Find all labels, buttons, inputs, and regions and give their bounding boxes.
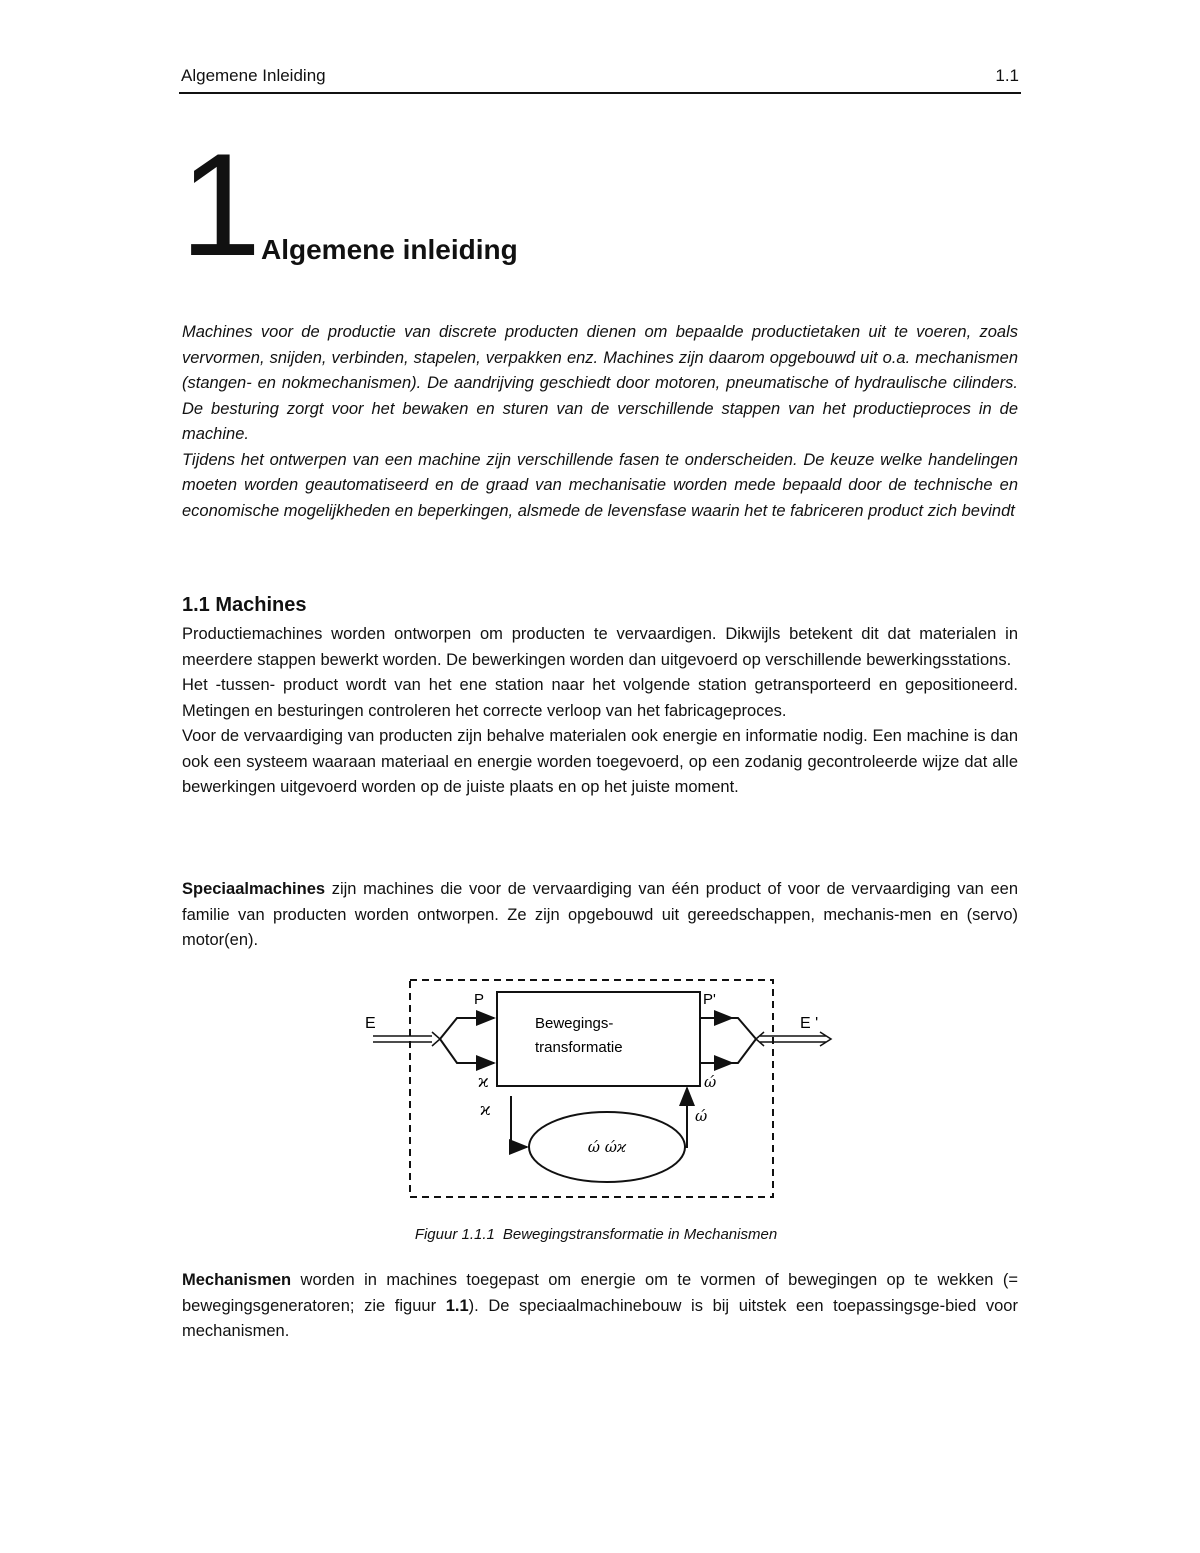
section-title: 1.1 Machines: [182, 594, 307, 616]
feedback-left-symbol: ϰ: [480, 1100, 491, 1120]
header-rule: [179, 92, 1021, 94]
input-branch-bottom: [440, 1039, 494, 1063]
figure-reference: 1.1: [445, 1296, 469, 1315]
motion-transformation-diagram: [360, 975, 840, 1205]
chapter-number: 1: [180, 123, 258, 286]
figure-caption-text: Bewegingstransformatie in Mechanismen: [502, 1226, 778, 1243]
transformation-label-line2: transformatie: [535, 1039, 623, 1056]
body-paragraph-3: Voor de vervaardiging van producten zijn behalve materialen ook energie en informatie nodig. Een machine is dan ook een systeem waaraan materiaal en energie worden toegevoerd, op een zodanig gecontroleerde wijze dat alle bewerkingen uitgevoerd worden op de juiste plaats en op het juiste moment.: [182, 727, 1018, 796]
figure-caption-label: Figuur 1.1.1: [414, 1226, 495, 1243]
figure-caption: [0, 1226, 1200, 1243]
energy-input-label: E: [365, 1015, 376, 1032]
power-output-label: P': [703, 991, 716, 1008]
input-branch-top: [440, 1018, 494, 1039]
output-motion-symbol: ώ: [704, 1073, 717, 1091]
body-paragraph-2: Het -tussen- product wordt van het ene station naar het volgende station getransporteerd en gepositioneerd. Metingen en besturingen controleren het correcte verloop van het fabricageproces.: [182, 676, 1018, 720]
special-machines-paragraph: [182, 877, 1018, 954]
mechanisms-text-b: ). De speciaalmachinebouw is bij uitstek een toepassingsge-bied voor mechanismen.: [182, 1296, 1018, 1340]
feedback-right-symbol: ώ: [695, 1107, 708, 1125]
feedback-line-left: [511, 1096, 527, 1147]
output-branch-top: [700, 1018, 756, 1039]
power-input-label: P: [474, 991, 485, 1008]
running-header-title: Algemene Inleiding: [181, 66, 326, 85]
energy-output-arrowhead: [820, 1032, 831, 1046]
input-motion-symbol: ϰ: [478, 1072, 489, 1092]
chapter-title: Algemene inleiding: [261, 234, 518, 265]
mechanisms-paragraph: [182, 1268, 1018, 1345]
mechanisms-term: Mechanismen: [182, 1271, 292, 1289]
running-header-page-number: 1.1: [995, 66, 1019, 85]
body-paragraph-1: Productiemachines worden ontworpen om producten te vervaardigen. Dikwijls betekent dit dat materialen in meerdere stappen bewerkt worden. De bewerkingen worden dan uitgevoerd op verschillende bewerkingsstations.: [182, 625, 1018, 669]
chapter-introduction: [182, 320, 1018, 524]
output-merger: [756, 1032, 764, 1046]
special-machines-term: Speciaalmachines: [182, 880, 326, 898]
mechanisms-text-a: worden in machines toegepast om energie om te vormen of bewegingen op te wekken (= bewegingsgeneratoren; zie figuur: [182, 1271, 1018, 1315]
energy-output-label: E ': [800, 1015, 819, 1032]
intro-paragraph-2: Tijdens het ontwerpen van een machine zijn verschillende fasen te onderscheiden. De keuze welke handelingen moeten worden geautomatiseerd en de graad van mechanisatie worden mede bepaald door de technische en economische mogelijkheden en beperkingen, alsmede de levensfase waarin het te fabriceren product zich bevindt: [182, 450, 1018, 520]
feedback-line-right: [685, 1088, 687, 1147]
intro-paragraph-1: Machines voor de productie van discrete producten dienen om bepaalde productietaken uit te voeren, zoals vervormen, snijden, verbinden, stapelen, verpakken enz. Machines zijn daarom opgebouwd uit o.a. mechanismen (stangen- en nokmechanismen). De aandrijving geschiedt door motoren, pneumatische of hydraulische cilinders. De besturing zorgt voor het bewaken en sturen van de verschillende stappen van het productieproces in de machine.: [182, 323, 1018, 443]
output-branch-bottom: [700, 1039, 756, 1063]
transformation-label-line1: Bewegings-: [535, 1015, 614, 1032]
ellipse-symbols: ώ ώϰ: [587, 1138, 627, 1156]
section-body: [182, 622, 1018, 801]
input-splitter: [432, 1032, 440, 1046]
special-machines-text: zijn machines die voor de vervaardiging van één product of voor de vervaardiging van een familie van producten worden ontworpen. Ze zijn opgebouwd uit gereedschappen, mechanis-men en (servo) motor(en).: [182, 880, 1018, 949]
